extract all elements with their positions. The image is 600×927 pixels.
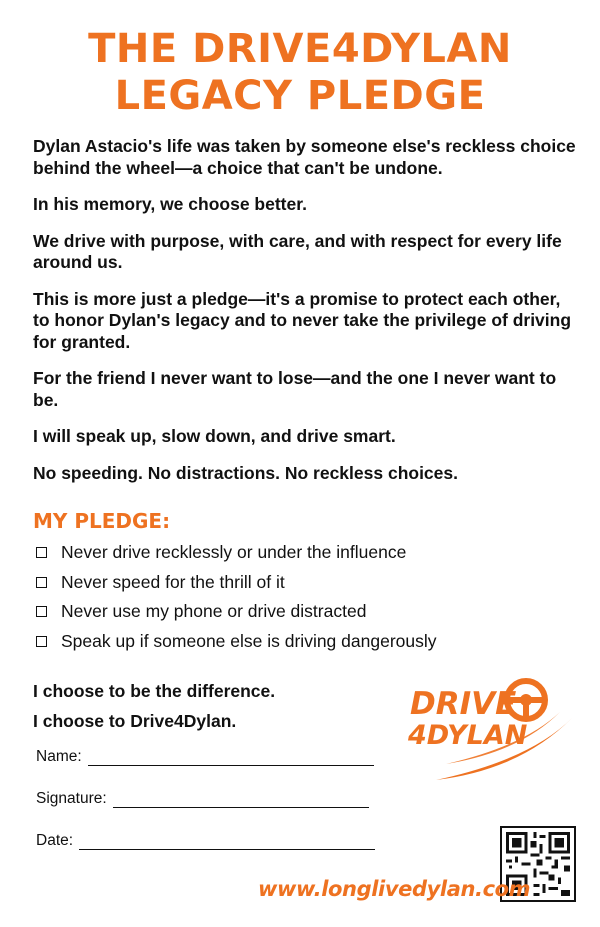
pledge-checkbox[interactable] [36,547,47,558]
paragraph: For the friend I never want to lose—and the one I never want to be. [33,368,557,410]
pledge-item-label: Never use my phone or drive distracted [61,601,367,622]
paragraph: No speeding. No distractions. No reckless choices. [33,462,458,483]
paragraph: In his memory, we choose better. [33,194,307,214]
closing-line-2: I choose to Drive4Dylan. [33,711,237,731]
pledge-item-label: Never drive recklessly or under the influence [61,542,407,563]
pledge-item-label: Never speed for the thrill of it [61,571,285,592]
date-field[interactable] [36,832,375,850]
title-line-2: LEGACY PLEDGE [114,73,486,119]
website-link[interactable]: www.longlivedylan.com [258,877,531,901]
closing-line-1: I choose to be the difference. [33,681,276,701]
name-label: Name: [36,748,82,765]
paragraph: We drive with purpose, with care, and with respect for every life around us. [33,230,562,272]
pledge-item-label: Speak up if someone else is driving dangerously [61,630,437,651]
signature-field[interactable] [36,790,369,808]
pledge-item [36,597,576,627]
pledge-item [36,627,576,657]
page-title [0,26,600,120]
drive4dylan-logo [400,660,580,790]
pledge-checkbox[interactable] [36,606,47,617]
title-line-1: THE DRIVE4DYLAN [88,26,512,72]
logo-line-2: 4DYLAN [408,720,528,751]
pledge-checklist [36,538,576,656]
name-line[interactable] [88,750,374,766]
pledge-heading: MY PLEDGE: [33,509,171,533]
paragraph: This is more just a pledge—it's a promise to protect each other, to honor Dylan's legacy and to never take the privilege of driving for granted. [33,288,572,352]
paragraph: I will speak up, slow down, and drive smart. [33,426,396,446]
pledge-checkbox[interactable] [36,636,47,647]
date-line[interactable] [79,834,375,850]
pledge-item [36,538,576,568]
signature-line[interactable] [113,792,369,808]
paragraph: Dylan Astacio's life was taken by someone else's reckless choice behind the wheel—a choice that can't be undone. [33,136,576,178]
pledge-item [36,568,576,598]
signature-label: Signature: [36,790,107,807]
name-field[interactable] [36,748,374,766]
closing-statement [33,676,275,736]
date-label: Date: [36,832,74,849]
logo-line-1: DRIVE [410,686,517,722]
pledge-checkbox[interactable] [36,577,47,588]
pledge-statement [33,136,578,499]
